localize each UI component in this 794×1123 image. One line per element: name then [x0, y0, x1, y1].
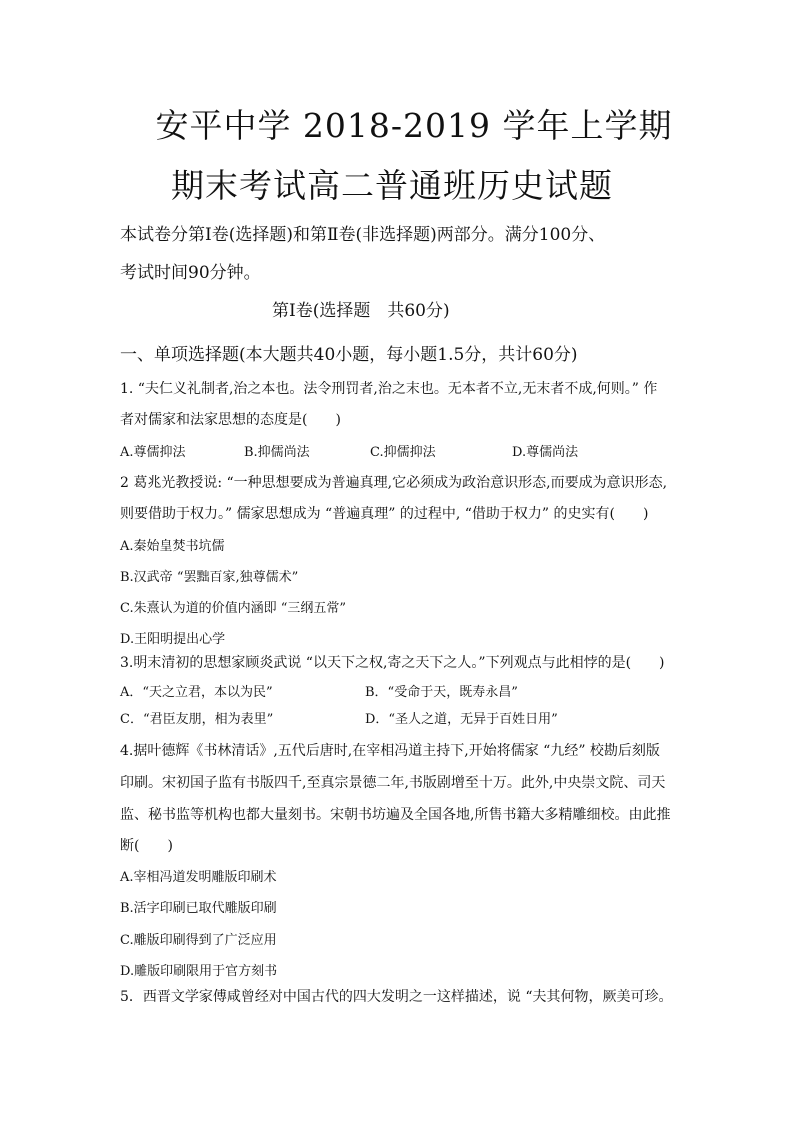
q5-stem-line1: 5．西晋文学家傅咸曾经对中国古代的四大发明之一这样描述，说 “夫其何物，厥美可珍。 [120, 989, 673, 1005]
q3-option-d: D．“圣人之道，无异于百姓日用” [365, 712, 558, 727]
section-heading: 一、单项选择题(本大题共40小题，每小题1.5分，共计60分) [120, 345, 578, 365]
q3-option-c: C．“君臣友朋，相为表里” [120, 712, 274, 727]
q1-stem-line1: 1. “夫仁义礼制者,治之本也。法令刑罚者,治之末也。无本者不立,无末者不成,何则。” 作 [120, 381, 658, 397]
q4-option-b: B.活字印刷已取代雕版印刷 [120, 901, 277, 916]
q3-option-b: B．“受命于天，既寿永昌” [365, 685, 518, 700]
q4-option-c: C.雕版印刷得到了广泛应用 [120, 933, 277, 948]
q1-stem-line2: 者对儒家和法家思想的态度是( ) [120, 412, 341, 428]
intro-line1: 本试卷分第Ⅰ卷(选择题)和第Ⅱ卷(非选择题)两部分。满分100分、 [120, 225, 606, 245]
q1-option-b: B.抑儒尚法 [244, 445, 310, 460]
q1-option-a: A.尊儒抑法 [120, 445, 186, 460]
q3-option-a: A．“天之立君，本以为民” [120, 685, 273, 700]
q2-option-c: C.朱熹认为道的价值内涵即 “三纲五常” [120, 601, 347, 616]
q1-option-d: D.尊儒尚法 [512, 445, 579, 460]
q3-stem-line1: 3.明末清初的思想家顾炎武说 “以天下之权,寄之天下之人。”下列观点与此相悖的是( ) [120, 655, 665, 671]
exam-title-line1: 安平中学 2018-2019 学年上学期 [155, 106, 673, 145]
q4-option-d: D.雕版印刷限用于官方刻书 [120, 964, 278, 979]
q4-stem-line2: 印刷。宋初国子监有书版四千,至真宗景德二年,书版剧增至十万。此外,中央崇文院、司天 [120, 775, 666, 791]
q2-option-d: D.王阳明提出心学 [120, 632, 226, 647]
q2-option-b: B.汉武帝 “罢黜百家,独尊儒术” [120, 570, 299, 585]
q4-option-a: A.宰相冯道发明雕版印刷术 [120, 870, 277, 885]
exam-title-line2: 期末考试高二普通班历史试题 [171, 166, 613, 205]
q4-stem-line4: 断( ) [120, 838, 173, 854]
q4-stem-line1: 4.据叶德辉《书林清话》,五代后唐时,在宰相冯道主持下,开始将儒家 “九经” 校勘后刻版 [120, 743, 660, 759]
intro-line2: 考试时间90分钟。 [120, 263, 261, 283]
q4-stem-line3: 监、秘书监等机构也都大量刻书。宋朝书坊遍及全国各地,所售书籍大多精雕细校。由此推 [120, 807, 671, 823]
q2-stem-line2: 则要借助于权力。” 儒家思想成为 “普遍真理” 的过程中, “借助于权力” 的史实有( ) [120, 506, 649, 522]
q2-option-a: A.秦始皇焚书坑儒 [120, 539, 225, 554]
part-one-title: 第Ⅰ卷(选择题 共60分) [272, 301, 450, 321]
q1-option-c: C.抑儒抑法 [370, 445, 436, 460]
q2-stem-line1: 2 葛兆光教授说: “一种思想要成为普遍真理,它必须成为政治意识形态,而要成为意识形态, [120, 475, 668, 491]
